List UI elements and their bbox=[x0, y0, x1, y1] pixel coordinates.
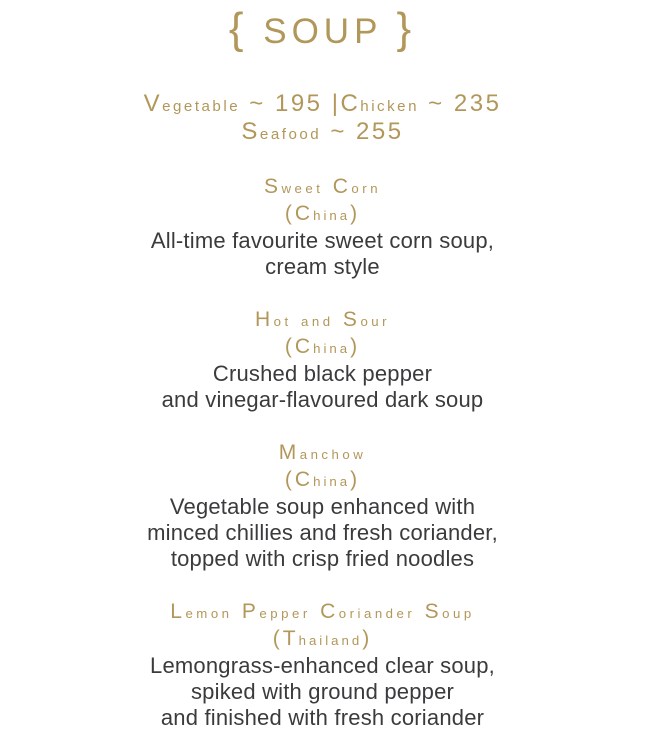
menu-item-description-line: Crushed black pepper bbox=[212, 361, 433, 386]
menu-item-description-line: and finished with fresh coriander bbox=[160, 705, 485, 730]
menu-item-origin: (China) bbox=[284, 468, 361, 491]
price-line-1: Vegetable ~ 195 |Chicken ~ 235 bbox=[143, 90, 502, 117]
pricing-block bbox=[0, 91, 645, 147]
menu-item-name: Hot and Sour bbox=[254, 308, 391, 331]
menu-item-manchow bbox=[0, 440, 645, 572]
menu-item-origin: (Thailand) bbox=[272, 627, 373, 650]
menu-item-description-line: and vinegar-flavoured dark soup bbox=[161, 387, 484, 412]
menu-item-description-line: All-time favourite sweet corn soup, bbox=[150, 228, 495, 253]
menu-item-name: Lemon Pepper Coriander Soup bbox=[170, 600, 475, 623]
menu-item-description-line: cream style bbox=[265, 254, 380, 279]
menu-item-description-line: topped with crisp fried noodles bbox=[170, 546, 475, 571]
menu-item-origin: (China) bbox=[284, 335, 361, 358]
menu-item-description-line: minced chillies and fresh coriander, bbox=[147, 520, 498, 545]
menu-item-sweet-corn bbox=[0, 174, 645, 280]
menu-item-description-line: Vegetable soup enhanced with bbox=[169, 494, 476, 519]
menu-item-name: Manchow bbox=[278, 441, 367, 464]
menu-item-description-line: spiked with ground pepper bbox=[190, 679, 455, 704]
price-line-2: Seafood ~ 255 bbox=[241, 118, 404, 145]
menu-item-lemon-pepper-coriander-soup bbox=[0, 599, 645, 731]
menu-item-name: Sweet Corn bbox=[263, 175, 382, 198]
page-title: { SOUP } bbox=[228, 4, 417, 53]
menu-item-hot-and-sour bbox=[0, 307, 645, 413]
menu-item-description-line: Lemongrass-enhanced clear soup, bbox=[150, 653, 495, 678]
menu-item-origin: (China) bbox=[284, 202, 361, 225]
